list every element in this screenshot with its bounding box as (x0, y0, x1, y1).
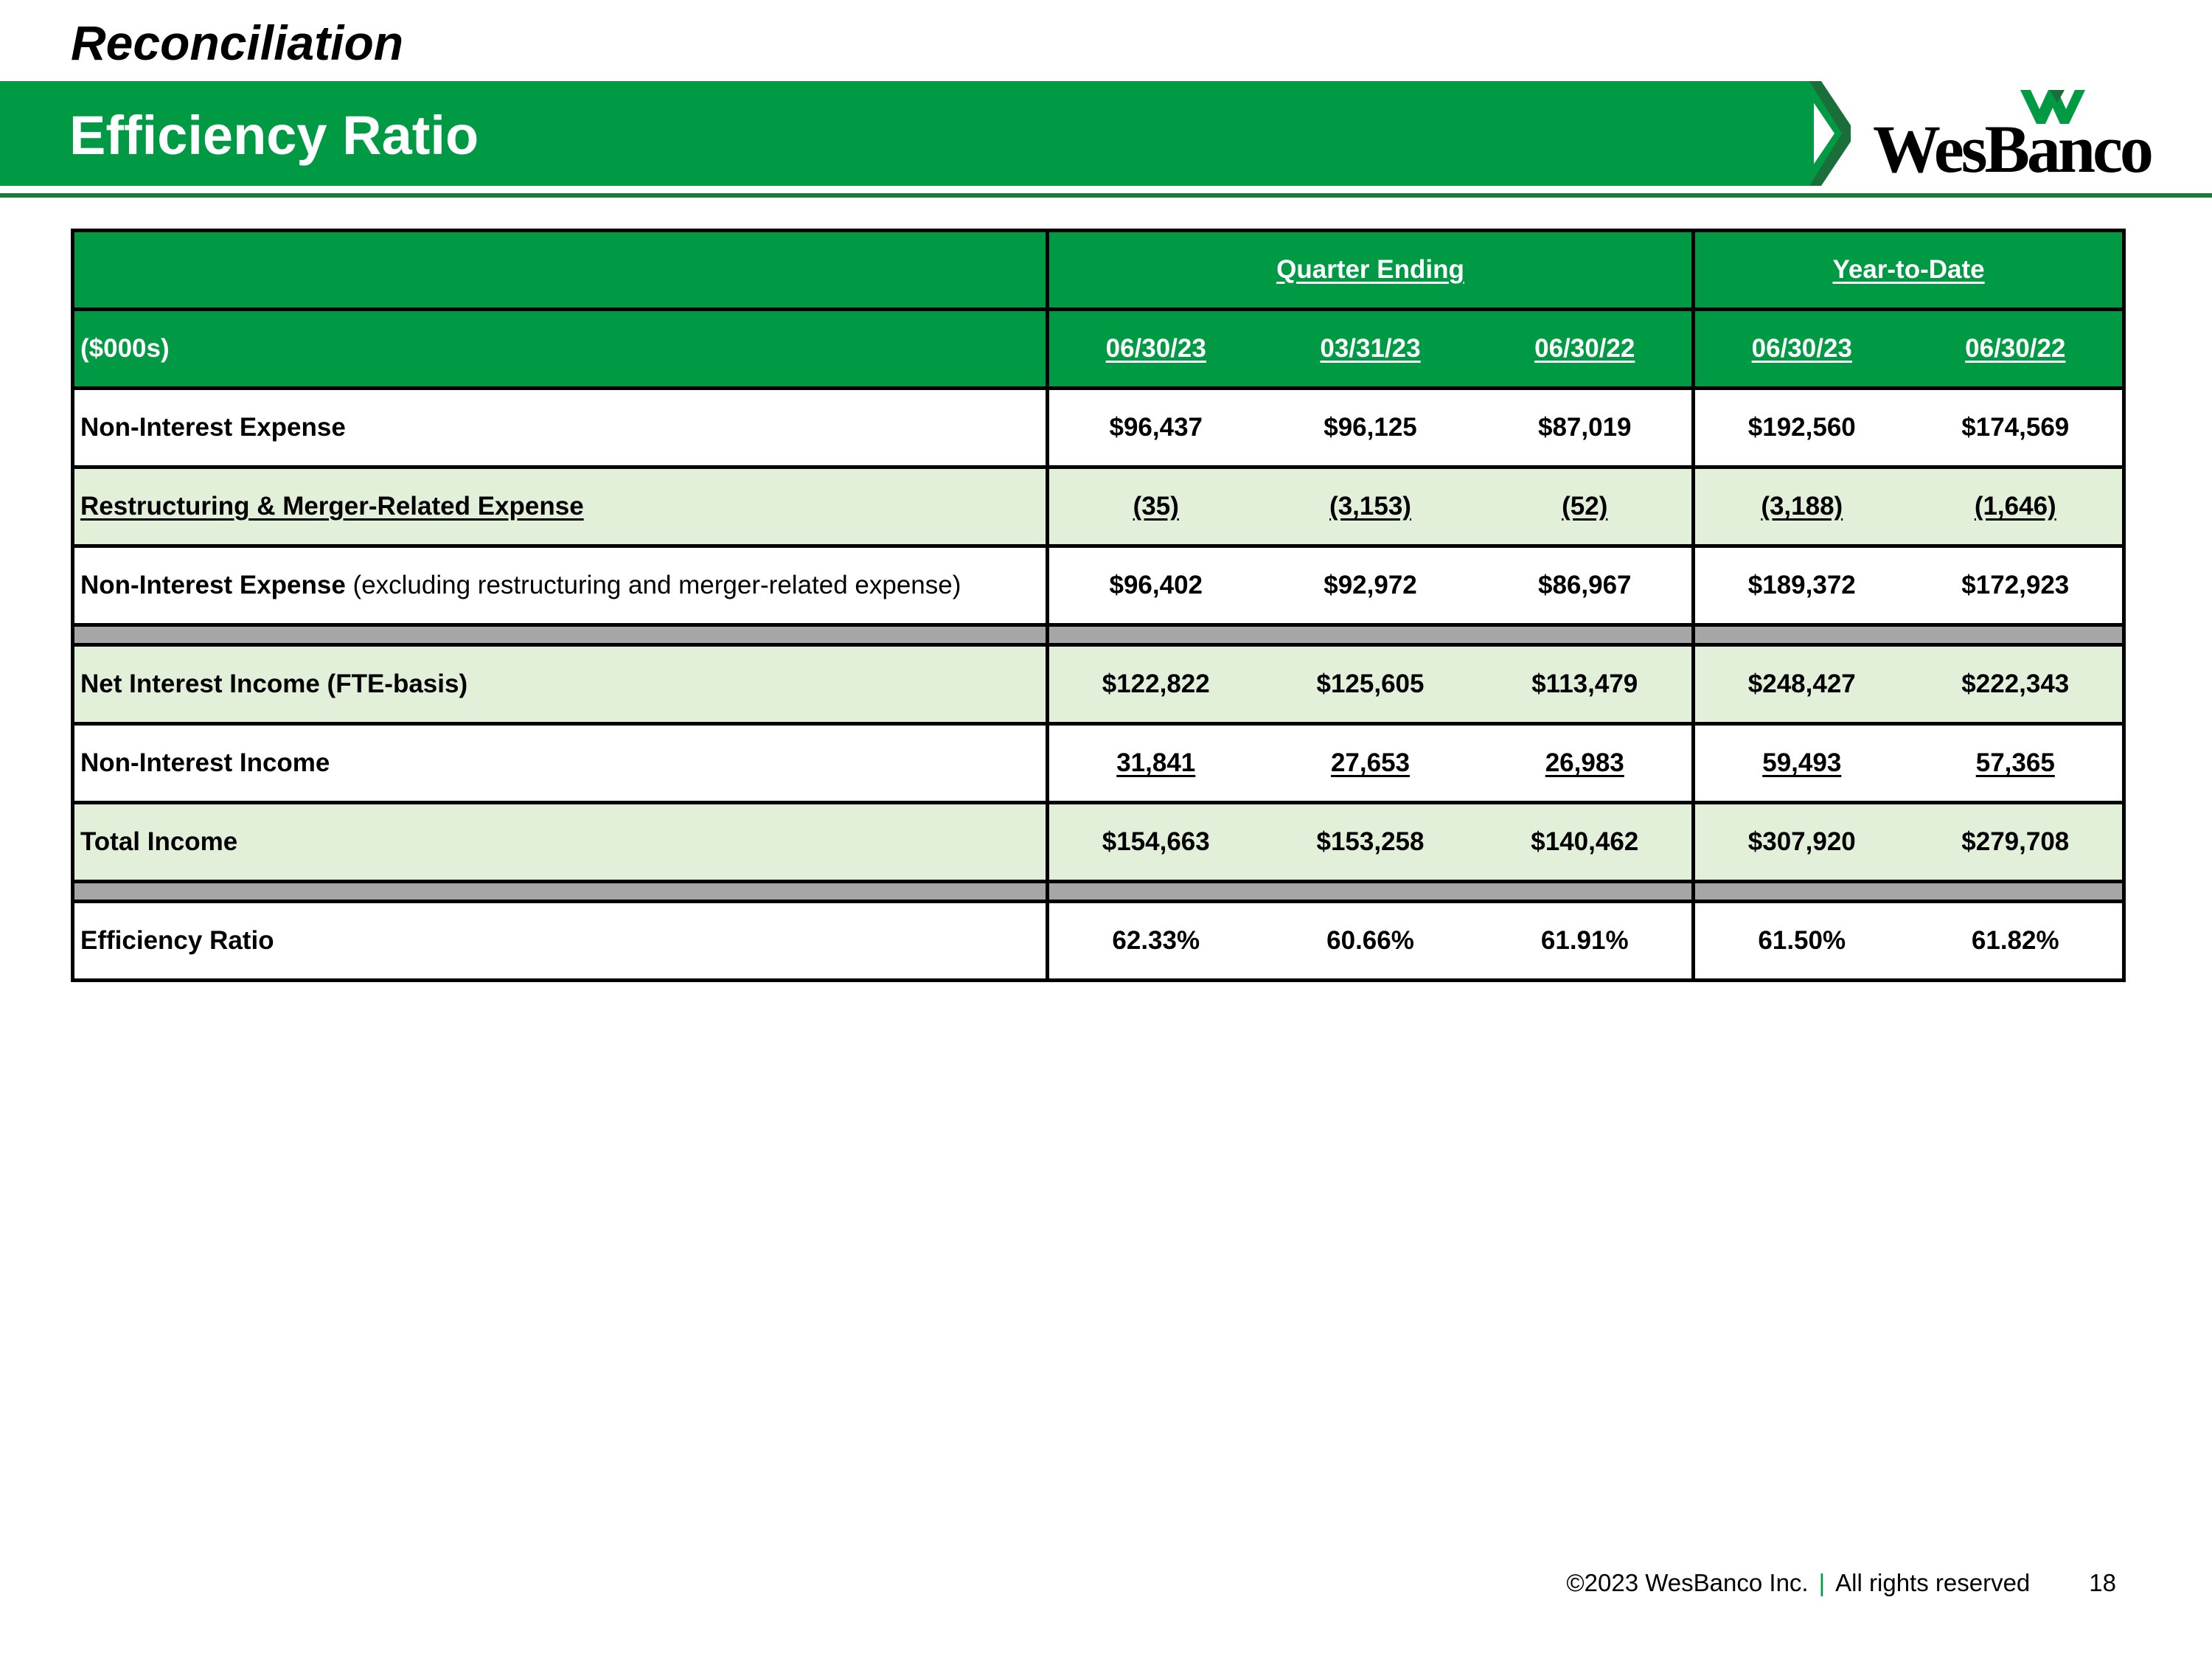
banner-chevron-icon (1799, 81, 1851, 186)
table-row (73, 645, 2124, 724)
footer-rights: All rights reserved (1835, 1569, 2031, 1596)
cell-value: 60.66% (1263, 902, 1478, 981)
table-row (73, 546, 2124, 625)
cell-value: 62.33% (1048, 902, 1263, 981)
cell-value: 26,983 (1545, 748, 1624, 777)
cell-value: $248,427 (1694, 645, 1909, 724)
cell-value: 61.91% (1478, 902, 1694, 981)
cell-value: $222,343 (1909, 645, 2124, 724)
footer-separator: | (1818, 1569, 1826, 1596)
row-label: Net Interest Income (FTE-basis) (73, 645, 1048, 724)
cell-value: (3,153) (1329, 492, 1411, 521)
table-header-group-row (73, 231, 2124, 310)
cell-value: $122,822 (1048, 645, 1263, 724)
cell-value: $113,479 (1478, 645, 1694, 724)
cell-value: 59,493 (1762, 748, 1842, 777)
table-row (73, 389, 2124, 467)
cell-value: $87,019 (1478, 389, 1694, 467)
cell-value: $174,569 (1909, 389, 2124, 467)
wesbanco-logo (1873, 87, 2151, 187)
cell-value: $92,972 (1263, 546, 1478, 625)
cell-value: $192,560 (1694, 389, 1909, 467)
group-header-ytd: Year-to-Date (1832, 255, 1985, 284)
col-header: 06/30/22 (1965, 334, 2066, 363)
group-header-quarter: Quarter Ending (1276, 255, 1464, 284)
col-header: 06/30/23 (1105, 334, 1206, 363)
col-header: 06/30/22 (1534, 334, 1635, 363)
slide-subtitle: Reconciliation (71, 15, 404, 70)
cell-value: $125,605 (1263, 645, 1478, 724)
cell-value: $307,920 (1694, 803, 1909, 882)
cell-value: 61.82% (1909, 902, 2124, 981)
cell-value: $189,372 (1694, 546, 1909, 625)
unit-label: ($000s) (73, 310, 1048, 389)
efficiency-ratio-table (71, 229, 2126, 982)
logo-wordmark: WesBanco (1873, 111, 2151, 187)
cell-value: $96,125 (1263, 389, 1478, 467)
cell-value: $172,923 (1909, 546, 2124, 625)
cell-value: $140,462 (1478, 803, 1694, 882)
slide-title: Efficiency Ratio (69, 105, 479, 166)
cell-value: (1,646) (1974, 492, 2056, 521)
table-row (73, 803, 2124, 882)
separator-row (73, 625, 2124, 645)
footer-copyright: ©2023 WesBanco Inc. (1566, 1569, 1809, 1596)
row-label: Non-Interest Expense (80, 571, 346, 599)
row-label: Total Income (73, 803, 1048, 882)
cell-value: 27,653 (1330, 748, 1411, 777)
table-row (73, 902, 2124, 981)
footer (1566, 1569, 2116, 1597)
cell-value: $279,708 (1909, 803, 2124, 882)
cell-value: 31,841 (1116, 748, 1196, 777)
header-rule (0, 193, 2212, 198)
row-label-note: (excluding restructuring and merger-related expense) (345, 571, 961, 599)
table-row (73, 467, 2124, 546)
col-header: 03/31/23 (1320, 334, 1421, 363)
cell-value: (35) (1133, 492, 1179, 521)
cell-value: $86,967 (1478, 546, 1694, 625)
cell-value: 57,365 (1975, 748, 2055, 777)
col-header: 06/30/23 (1751, 334, 1852, 363)
cell-value: (3,188) (1761, 492, 1843, 521)
row-label: Efficiency Ratio (73, 902, 1048, 981)
table-header-row (73, 310, 2124, 389)
title-banner (0, 81, 1814, 186)
cell-value: $153,258 (1263, 803, 1478, 882)
page-number: 18 (2089, 1569, 2116, 1596)
cell-value: $96,437 (1048, 389, 1263, 467)
row-label: Non-Interest Expense (73, 389, 1048, 467)
row-label: Restructuring & Merger-Related Expense (80, 492, 584, 521)
cell-value: 61.50% (1694, 902, 1909, 981)
cell-value: $96,402 (1048, 546, 1263, 625)
table-row (73, 724, 2124, 803)
separator-row (73, 882, 2124, 902)
cell-value: (52) (1562, 492, 1608, 521)
row-label: Non-Interest Income (73, 724, 1048, 803)
cell-value: $154,663 (1048, 803, 1263, 882)
